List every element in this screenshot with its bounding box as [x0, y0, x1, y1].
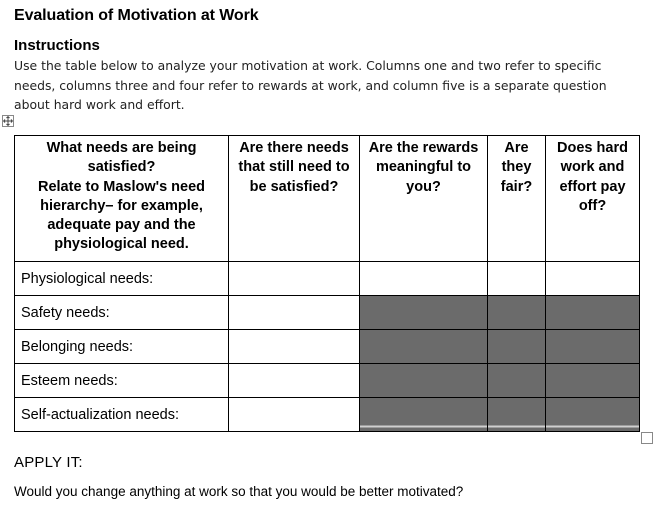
table-row: [15, 330, 640, 364]
move-arrows-icon: [3, 116, 13, 126]
apply-heading: APPLY IT:: [14, 454, 83, 471]
header-needs-satisfied: [15, 136, 229, 262]
row-label: Safety needs:: [15, 296, 229, 330]
row-label: Physiological needs:: [15, 262, 229, 296]
table-move-handle[interactable]: [2, 115, 14, 127]
cell-hard-work[interactable]: [546, 330, 640, 364]
header-rewards-meaningful: Are the rewards meaningful to you?: [360, 136, 488, 262]
header-needs-satisfied-line2: Relate to Maslow's need hierarchy– for example, adequate pay and the physiological need.: [37, 178, 206, 253]
cell-rewards-fair[interactable]: [488, 296, 546, 330]
table-row: [15, 398, 640, 432]
instructions-text: Use the table below to analyze your motivation at work. Columns one and two refer to specific needs, columns three and four refer to rewards at work, and column five is a separate question about hard work and effort.: [14, 58, 607, 112]
cell-hard-work[interactable]: [546, 262, 640, 296]
cell-needs-remaining[interactable]: [229, 262, 360, 296]
instructions-heading: Instructions: [14, 37, 100, 54]
cell-rewards-fair[interactable]: [488, 330, 546, 364]
header-hard-work: Does hard work and effort pay off?: [546, 136, 640, 262]
cell-rewards-meaningful[interactable]: [360, 330, 488, 364]
apply-question: Would you change anything at work so that you would be better motivated?: [14, 484, 464, 499]
cell-rewards-meaningful[interactable]: [360, 262, 488, 296]
header-needs-remaining: Are there needs that still need to be satisfied?: [229, 136, 360, 262]
header-needs-satisfied-line1: What needs are being satisfied?: [46, 140, 197, 176]
cell-needs-remaining[interactable]: [229, 330, 360, 364]
cell-rewards-meaningful[interactable]: [360, 398, 488, 432]
cell-needs-remaining[interactable]: [229, 398, 360, 432]
cell-rewards-meaningful[interactable]: [360, 296, 488, 330]
table-row: [15, 364, 640, 398]
cell-needs-remaining[interactable]: [229, 296, 360, 330]
row-label: Self-actualization needs:: [15, 398, 229, 432]
cell-hard-work[interactable]: [546, 296, 640, 330]
motivation-table: [14, 135, 640, 432]
cell-needs-remaining[interactable]: [229, 364, 360, 398]
document-title: Evaluation of Motivation at Work: [14, 7, 259, 24]
table-row: [15, 296, 640, 330]
cell-hard-work[interactable]: [546, 398, 640, 432]
cell-rewards-fair[interactable]: [488, 398, 546, 432]
cell-rewards-meaningful[interactable]: [360, 364, 488, 398]
header-rewards-fair: Are they fair?: [488, 136, 546, 262]
table-row: [15, 262, 640, 296]
row-label: Esteem needs:: [15, 364, 229, 398]
table-header-row: [15, 136, 640, 262]
cell-hard-work[interactable]: [546, 364, 640, 398]
row-label: Belonging needs:: [15, 330, 229, 364]
cell-rewards-fair[interactable]: [488, 364, 546, 398]
cell-rewards-fair[interactable]: [488, 262, 546, 296]
table-resize-handle[interactable]: [641, 432, 653, 444]
